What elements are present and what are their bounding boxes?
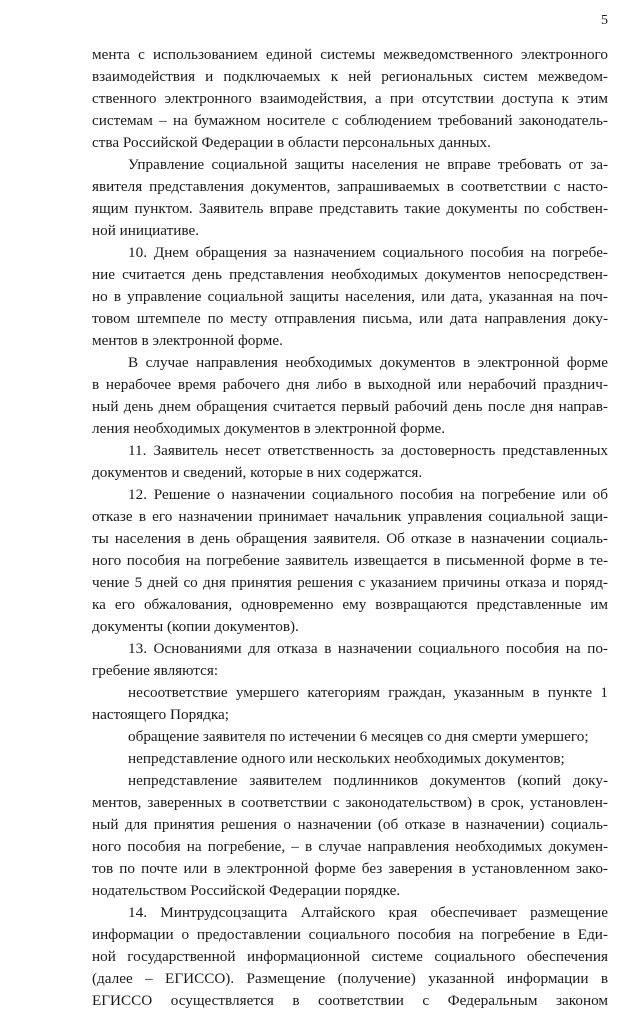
text-line: 12. Решение о назначении социального пособия на погребение или об	[128, 486, 608, 503]
text-line: 11. Заявитель несет ответственность за достоверность представленных	[128, 442, 608, 459]
text-line: нодательством Российской Федерации порядке.	[92, 882, 401, 899]
text-line: отказе в его назначении принимает начальник управления социальной защи-	[92, 508, 608, 525]
text-line: 14. Минтрудсоцзащита Алтайского края обеспечивает размещение	[128, 904, 608, 921]
text-line: ства Российской Федерации в области персональных данных.	[92, 134, 491, 151]
text-line: ного пособия на погребение заявитель извещается в письменной форме в те-	[92, 552, 608, 569]
text-line: ние считается день представления необходимых документов непосредствен-	[92, 266, 608, 283]
text-line: ящим пунктом. Заявитель вправе представить такие документы по собствен-	[92, 200, 608, 217]
text-line: ты населения в день обращения заявителя. Об отказе в назначении социаль-	[92, 530, 608, 547]
text-line: документы (копии документов).	[92, 618, 299, 635]
text-line: ментов, заверенных в соответствии с законодательством) в срок, установлен-	[92, 794, 608, 811]
text-line: ментов в электронной форме.	[92, 332, 283, 349]
body-text	[92, 44, 608, 1012]
text-line: ка его обжалования, одновременно ему возвращаются представленные им	[92, 596, 608, 613]
text-line: системам – на бумажном носителе с соблюдением требований законодатель-	[92, 112, 608, 129]
page-number: 5	[601, 13, 608, 28]
text-line: 13. Основаниями для отказа в назначении социального пособия на по-	[128, 640, 608, 657]
text-line: взаимодействия и подключаемых к ней региональных систем межведом-	[92, 68, 608, 85]
text-line: информации о предоставлении социального пособия на погребение в Еди-	[92, 926, 608, 943]
text-line: настоящего Порядка;	[92, 706, 229, 723]
text-line: явителя представления документов, запрашиваемых в соответствии с насто-	[92, 178, 608, 195]
text-line: в нерабочее время рабочего дня либо в выходной или нерабочий празднич-	[92, 376, 608, 393]
text-line: мента с использованием единой системы межведомственного электронного	[92, 46, 608, 63]
text-line: ственного электронного взаимодействия, а при отсутствии доступа к этим	[92, 90, 608, 107]
text-line: ный день днем обращения считается первый рабочий день после дня направ-	[92, 398, 608, 415]
text-line: непредставление одного или нескольких необходимых документов;	[128, 750, 565, 767]
text-line: В случае направления необходимых документов в электронной форме	[128, 354, 608, 371]
text-line: обращение заявителя по истечении 6 месяцев со дня смерти умершего;	[128, 728, 589, 745]
text-line: ной инициативе.	[92, 222, 200, 239]
text-line: тов по почте или в электронной форме без заверения в установленном зако-	[92, 860, 608, 877]
text-line: товом штемпеле по месту отправления письма, или дата направления доку-	[92, 310, 608, 327]
text-line: ный для принятия решения о назначении (об отказе в назначении) социаль-	[92, 816, 608, 833]
text-line: ЕГИССО осуществляется в соответствии с Федеральным законом	[92, 992, 608, 1009]
text-line: ления необходимых документов в электронной форме.	[92, 420, 445, 437]
text-line: Управление социальной защиты населения не вправе требовать от за-	[128, 156, 608, 173]
text-line: ной государственной информационной системе социального обеспечения	[92, 948, 608, 965]
text-line: ного пособия на погребение, – в случае направления необходимых докумен-	[92, 838, 608, 855]
text-line: 10. Днем обращения за назначением социального пособия на погребе-	[128, 244, 608, 261]
text-line: непредставление заявителем подлинников документов (копий доку-	[128, 772, 608, 789]
text-line: чение 5 дней со дня принятия решения с указанием причины отказа и поряд-	[92, 574, 608, 591]
text-line: но в управление социальной защиты населения, или дата, указанная на поч-	[92, 288, 608, 305]
text-line: несоответствие умершего категориям граждан, указанным в пункте 1	[128, 684, 608, 701]
text-line: (далее – ЕГИССО). Размещение (получение) указанной информации в	[92, 970, 608, 987]
text-line: документов и сведений, которые в них содержатся.	[92, 464, 423, 481]
text-line: гребение являются:	[92, 662, 219, 679]
